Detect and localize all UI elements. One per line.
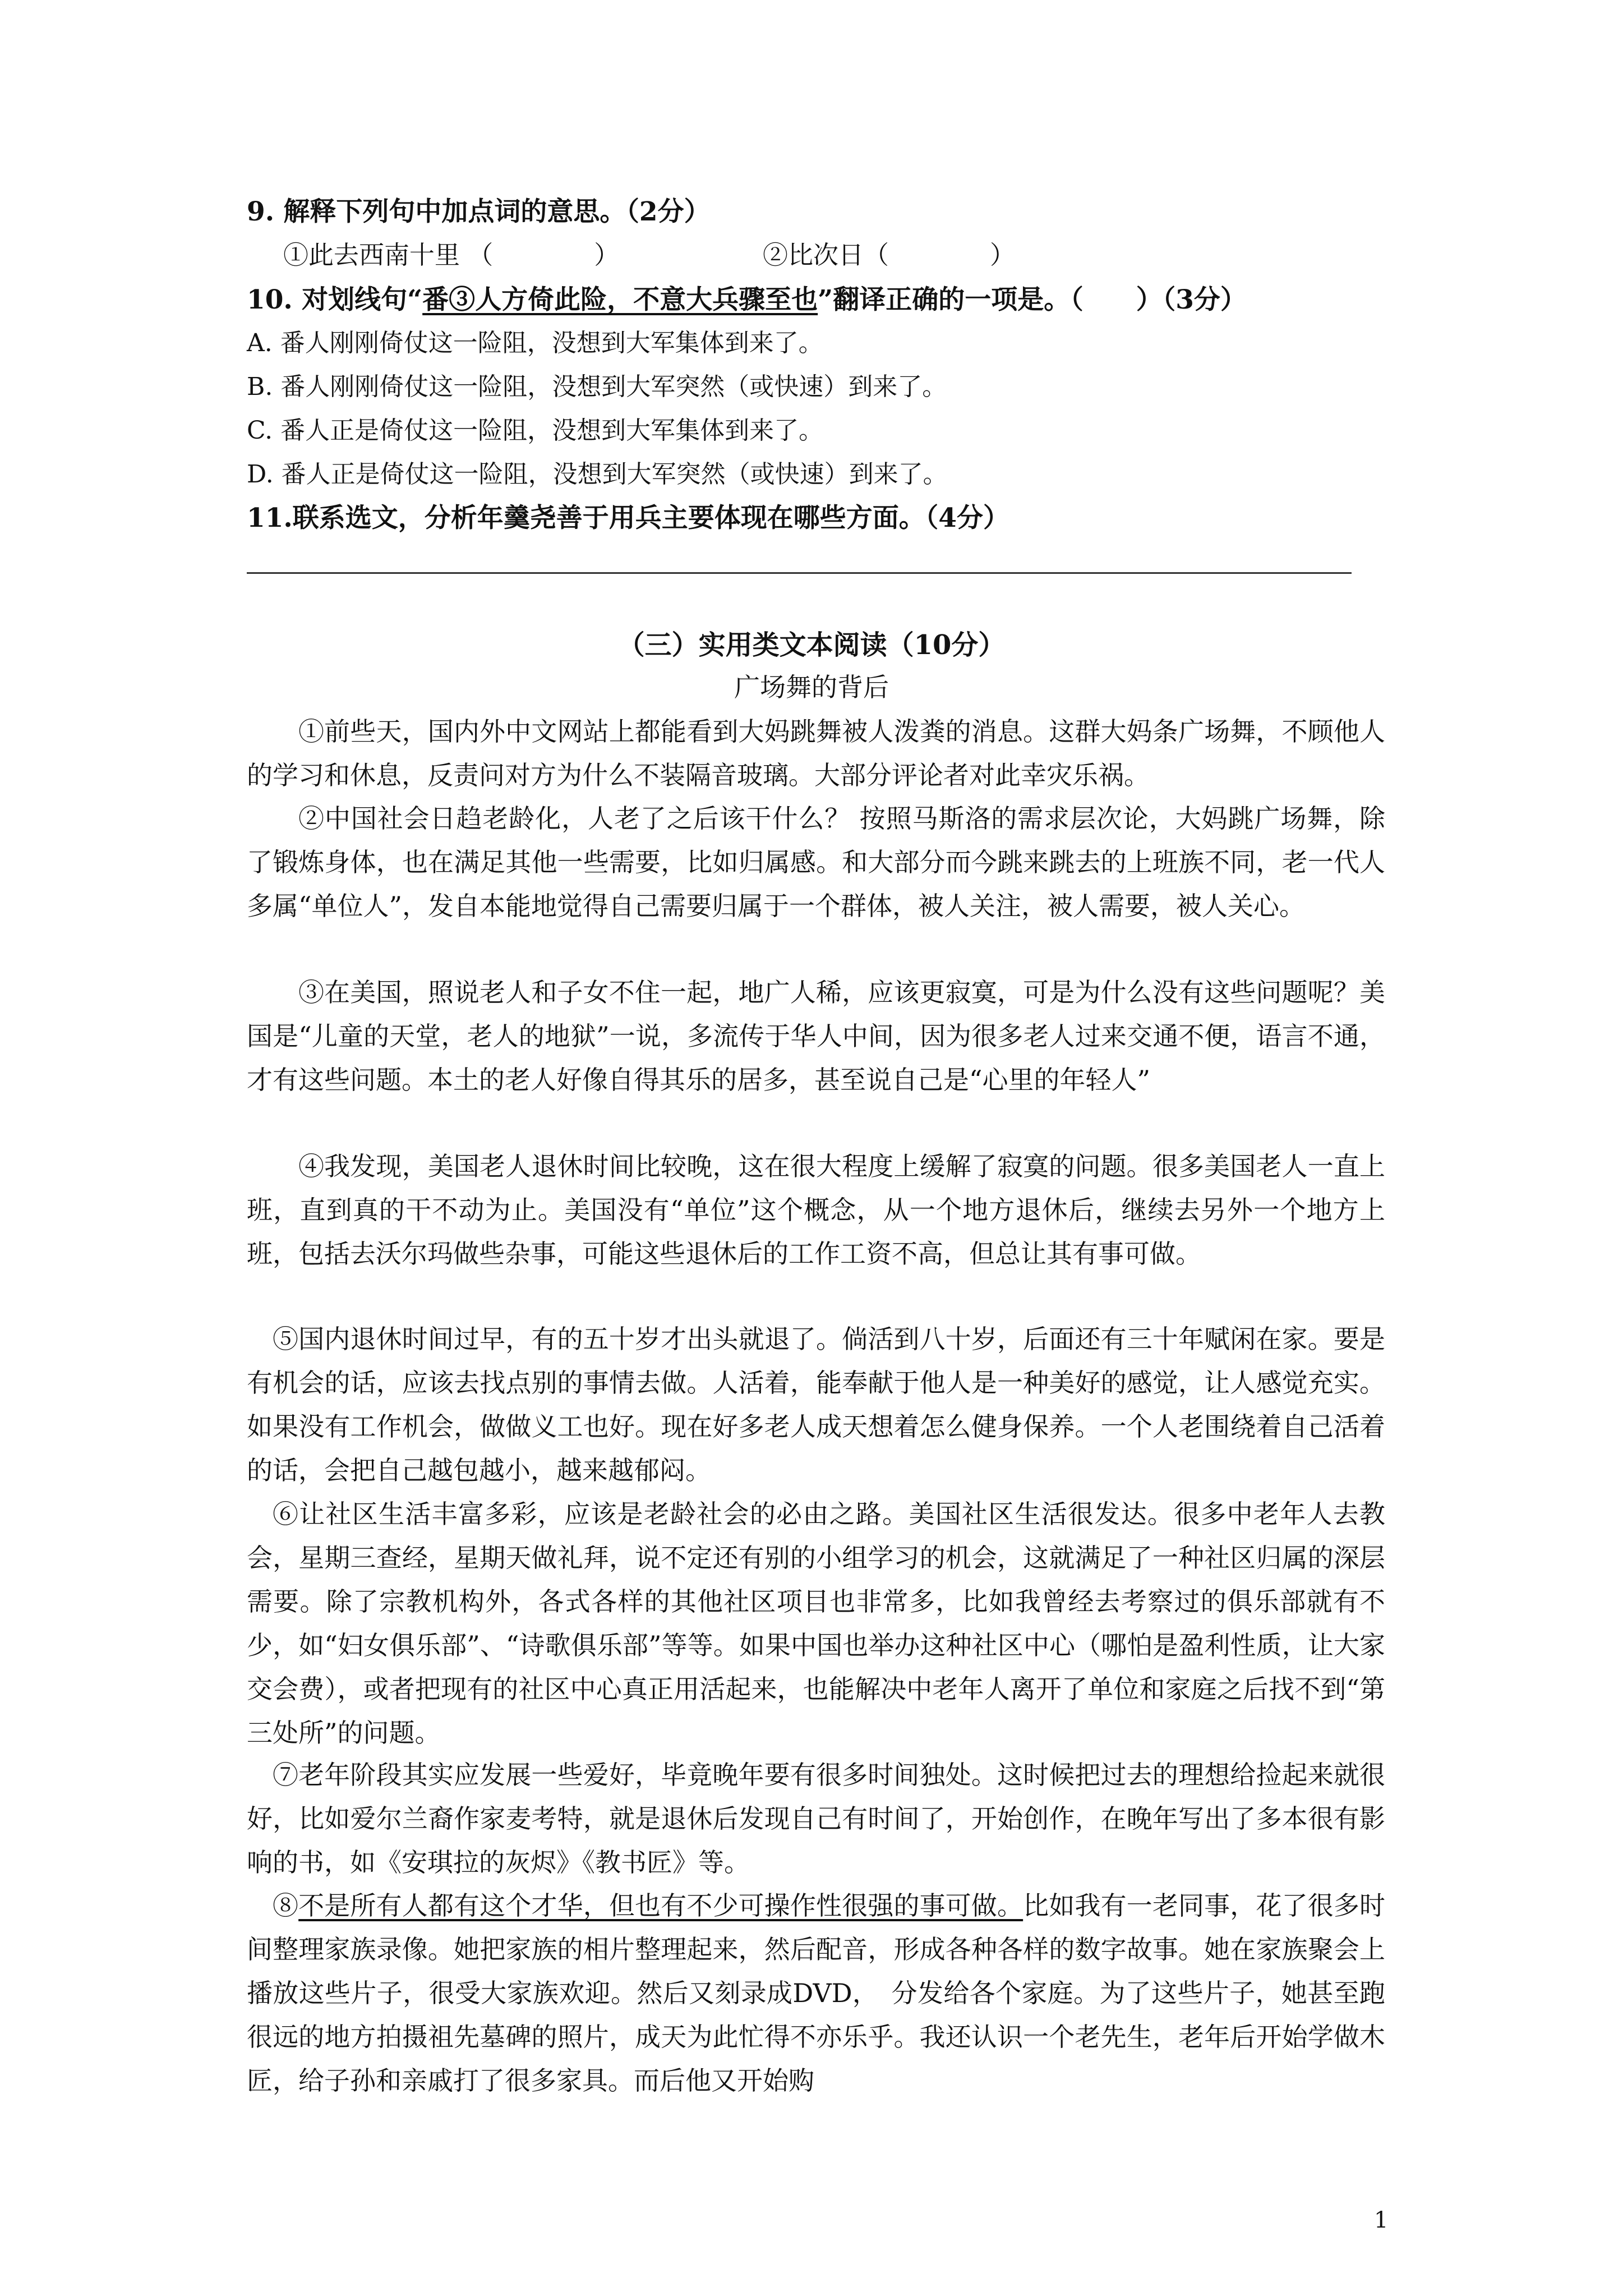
section-heading: （三）实用类文本阅读（10分） — [617, 629, 1006, 661]
question-10-title — [247, 283, 1247, 317]
question-9-item-2: ②比次日（ ） — [763, 240, 1016, 270]
paragraph-7: ⑦老年阶段其实应发展一些爱好，毕竟晚年要有很多时间独处。这时候把过去的理想给捡起来就很好，比如爱尔兰裔作家麦考特，就是退休后发现自己有时间了，开始创作，在晚年写出了多本很有影响的书，如《安琪拉的灰烬》《教书匠》等。 — [247, 1760, 1385, 1878]
question-10-option-d: D. 番人正是倚仗这一险阻，没想到大军突然（或快速）到来了。 — [247, 460, 948, 489]
paragraph-5: ⑤国内退休时间过早，有的五十岁才出头就退了。倘活到八十岁，后面还有三十年赋闲在家。要是有机会的话，应该去找点别的事情去做。人活着，能奉献于他人是一种美好的感觉，让人感觉充实。如果没有工作机会，做做义工也好。现在好多老人成天想着怎么健身保养。一个人老围绕着自己活着的话，会把自己越包越小，越来越郁闷。 — [247, 1324, 1385, 1485]
paragraph-6: ⑥让社区生活丰富多彩，应该是老龄社会的必由之路。美国社区生活很发达。很多中老年人去教会，星期三查经，星期天做礼拜，说不定还有别的小组学习的机会，这就满足了一种社区归属的深层需要。除了宗教机构外，各式各样的其他社区项目也非常多，比如我曾经去考察过的俱乐部就有不少，如“妇女俱乐部”、“诗歌俱乐部”等等。如果中国也举办这种社区中心（哪怕是盈利性质，让大家交会费），或者把现有的社区中心真正用活起来，也能解决中老年人离开了单位和家庭之后找不到“第三处所”的问题。 — [247, 1499, 1385, 1748]
paragraph-8-number: ⑧ — [273, 1890, 299, 1921]
question-10-prefix: 10. 对划线句“ — [247, 284, 423, 315]
paragraph-8-underlined-sentence: 不是所有人都有这个才华，但也有不少可操作性很强的事可做。 — [298, 1890, 1023, 1921]
question-9-item-1: ①此去西南十里 （ ） — [283, 240, 620, 270]
article-title: 广场舞的背后 — [734, 672, 889, 702]
paragraph-2: ②中国社会日趋老龄化，人老了之后该干什么？ 按照马斯洛的需求层次论，大妈跳广场舞，除了锻炼身体，也在满足其他一些需要，比如归属感。和大部分而今跳来跳去的上班族不同，老一代人多属“单位人”，发自本能地觉得自己需要归属于一个群体，被人关注，被人需要，被人关心。 — [247, 803, 1385, 921]
paragraph-1: ①前些天，国内外中文网站上都能看到大妈跳舞被人泼粪的消息。这群大妈条广场舞，不顾他人的学习和休息，反责问对方为什么不装隔音玻璃。大部分评论者对此幸灾乐祸。 — [247, 716, 1385, 790]
paragraph-4: ④我发现，美国老人退休时间比较晚，这在很大程度上缓解了寂寞的问题。很多美国老人一直上班，直到真的干不动为止。美国没有“单位”这个概念，从一个地方退休后，继续去另外一个地方上班，包括去沃尔玛做些杂事，可能这些退休后的工作工资不高，但总让其有事可做。 — [247, 1151, 1385, 1269]
question-9-title: 9. 解释下列句中加点词的意思。（2分） — [247, 196, 711, 227]
answer-line — [247, 572, 1352, 574]
question-11-title: 11.联系选文，分析年羹尧善于用兵主要体现在哪些方面。（4分） — [247, 503, 1009, 533]
question-10-option-b: B. 番人刚刚倚仗这一险阻，没想到大军突然（或快速）到来了。 — [247, 372, 947, 401]
question-10-underlined-quote: 番③人方倚此险，不意大兵骤至也 — [422, 284, 818, 315]
page-number: 1 — [1374, 2207, 1389, 2233]
question-10-option-a: A. 番人刚刚倚仗这一险阻，没想到大军集体到来了。 — [247, 329, 823, 357]
paragraph-8 — [247, 1884, 1385, 2102]
paragraph-3: ③在美国，照说老人和子女不住一起，地广人稀，应该更寂寞，可是为什么没有这些问题呢？美国是“儿童的天堂，老人的地狱”一说，多流传于华人中间，因为很多老人过来交通不便，语言不通，才有这些问题。本土的老人好像自得其乐的居多，甚至说自己是“心里的年轻人” — [247, 977, 1385, 1095]
paragraph-8-text: 比如我有一老同事，花了很多时间整理家族录像。她把家族的相片整理起来，然后配音，形成各种各样的数字故事。她在家族聚会上播放这些片子，很受大家族欢迎。然后又刻录成DVD， 分发给各个家庭。为了这些片子，她甚至跑很远的地方拍摄祖先墓碑的照片，成天为此忙得不亦乐乎。我还认识一个老先生，老年后开始学做木匠，给子孙和亲戚打了很多家具。而后他又开始购 — [247, 1890, 1386, 2096]
question-10-suffix: ”翻译正确的一项是。（ ）（3分） — [818, 284, 1247, 315]
question-10-option-c: C. 番人正是倚仗这一险阻，没想到大军集体到来了。 — [247, 416, 824, 445]
